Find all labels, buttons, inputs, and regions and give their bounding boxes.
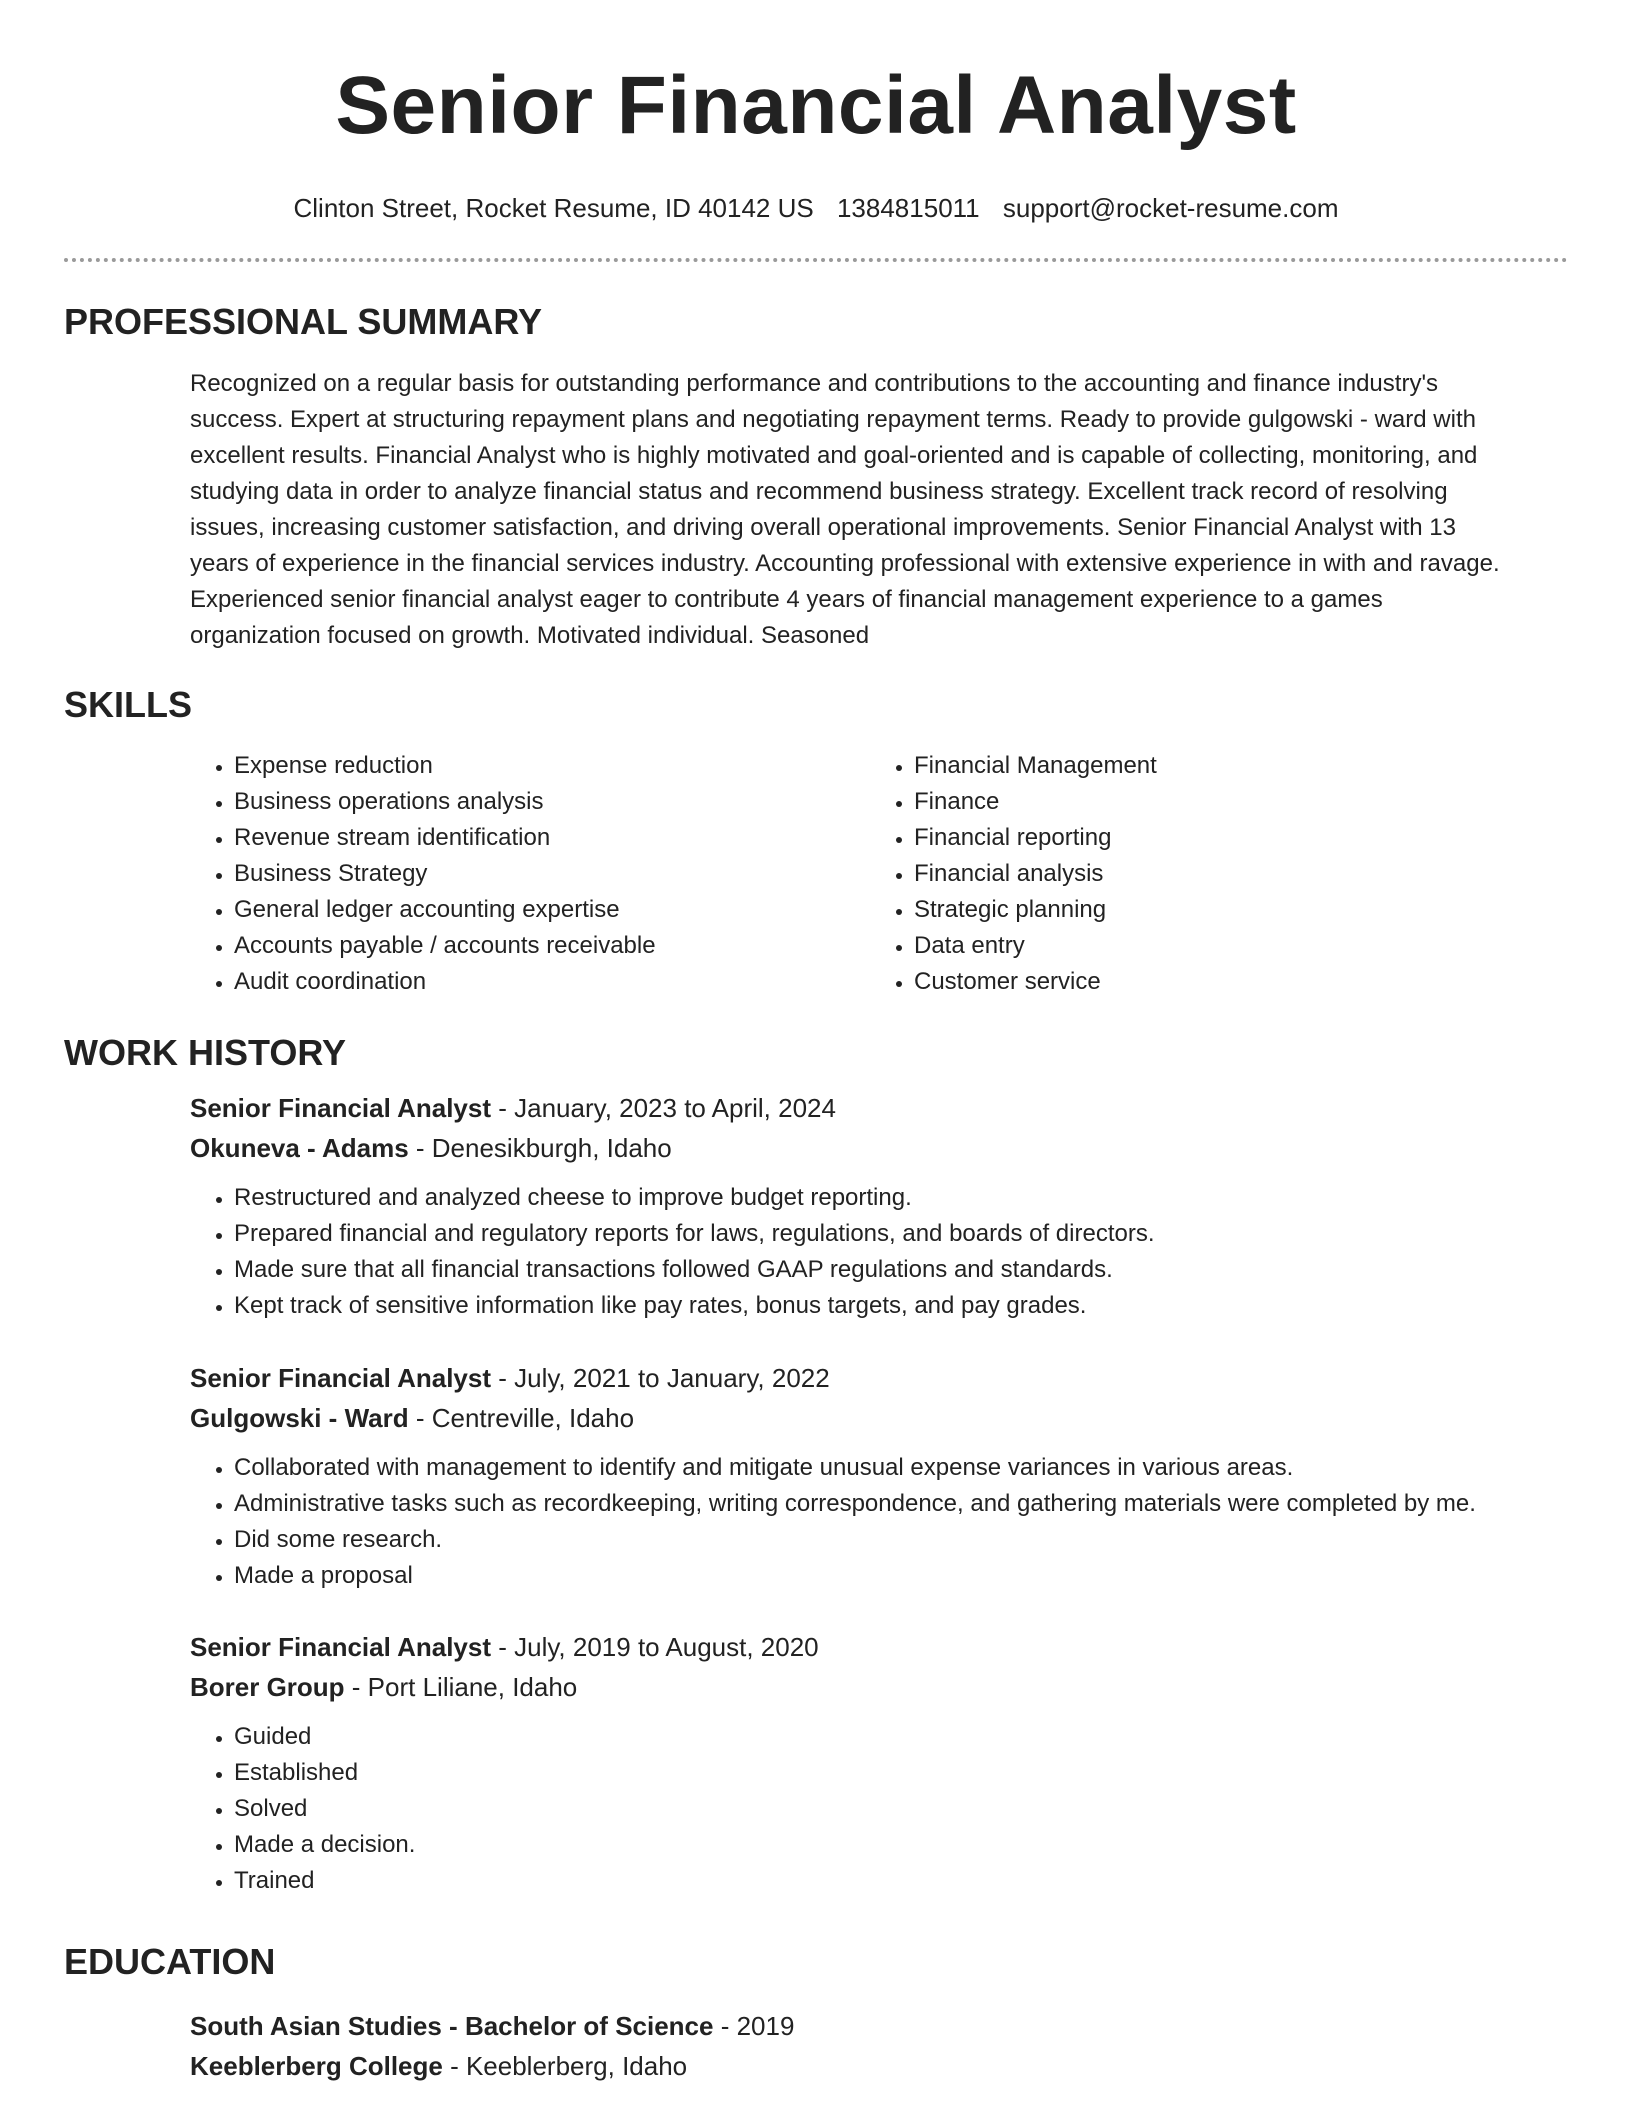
summary-line: organization focused on growth. Motivated individual. Seasoned xyxy=(190,622,870,649)
summary-text xyxy=(190,366,1632,654)
job-bullets xyxy=(190,1180,1590,1324)
education-school-line xyxy=(190,2046,794,2086)
contact-email: support@rocket-resume.com xyxy=(1002,193,1339,223)
job-bullet: • Solved xyxy=(234,1791,1590,1827)
summary-line: issues, increasing customer satisfaction, and driving overall operational improvements. Senior Financial Analyst with 13 xyxy=(190,514,1456,541)
skill-item: • General ledger accounting expertise xyxy=(234,892,870,928)
job-bullets xyxy=(190,1719,1590,1899)
skill-item: • Customer service xyxy=(914,964,1550,1000)
education-location: - Keeblerberg, Idaho xyxy=(442,2051,688,2081)
education-school: Keeblerberg College xyxy=(190,2051,443,2081)
job-dates: - January, 2023 to April, 2024 xyxy=(491,1093,836,1123)
skills-list xyxy=(190,748,1568,1000)
job-role-line xyxy=(190,1358,1590,1398)
education-degree-line xyxy=(190,2006,794,2046)
job-bullet: • Established xyxy=(234,1755,1590,1791)
skill-item: • Financial reporting xyxy=(914,820,1550,856)
skill-item: • Data entry xyxy=(914,928,1550,964)
job-entry xyxy=(190,1627,1590,1899)
job-location: - Centreville, Idaho xyxy=(408,1403,635,1433)
job-bullet: • Made a proposal xyxy=(234,1558,1590,1594)
job-bullet: • Trained xyxy=(234,1863,1590,1899)
job-bullet: • Guided xyxy=(234,1719,1590,1755)
job-entry xyxy=(190,1088,1590,1324)
skills-column-left xyxy=(190,748,870,1000)
contact-address: Clinton Street, Rocket Resume, ID 40142 US xyxy=(293,193,814,223)
job-company-line xyxy=(190,1398,1590,1438)
skill-item: • Audit coordination xyxy=(234,964,870,1000)
summary-line: years of experience in the financial services industry. Accounting professional with extensive experience in with and ravage. xyxy=(190,550,1500,577)
job-role: Senior Financial Analyst xyxy=(190,1363,492,1393)
header-divider xyxy=(64,258,1568,262)
job-bullet: • Collaborated with management to identify and mitigate unusual expense variances in various areas. xyxy=(234,1450,1590,1486)
resume-name: Senior Financial Analyst xyxy=(335,60,1297,151)
job-company: Borer Group xyxy=(190,1672,345,1702)
job-dates: - July, 2019 to August, 2020 xyxy=(491,1632,819,1662)
contact-line xyxy=(64,192,1568,224)
job-role-line xyxy=(190,1627,1590,1667)
job-bullet: • Administrative tasks such as recordkeeping, writing correspondence, and gathering materials were completed by me. xyxy=(234,1486,1590,1522)
job-company: Okuneva - Adams xyxy=(190,1133,409,1163)
contact-phone: 1384815011 xyxy=(836,193,980,223)
skill-item: • Business Strategy xyxy=(234,856,870,892)
skill-item: • Business operations analysis xyxy=(234,784,870,820)
summary-line: studying data in order to analyze financial status and recommend business strategy. Excellent track record of resolving xyxy=(190,478,1448,505)
skills-column-right xyxy=(870,748,1550,1000)
job-bullet: • Kept track of sensitive information like pay rates, bonus targets, and pay grades. xyxy=(234,1288,1590,1324)
summary-line: excellent results. Financial Analyst who is highly motivated and goal-oriented and is capable of collecting, monitoring, and xyxy=(190,442,1478,469)
education-degree: South Asian Studies - Bachelor of Science xyxy=(190,2011,714,2041)
job-role: Senior Financial Analyst xyxy=(190,1093,492,1123)
job-bullet: • Made sure that all financial transactions followed GAAP regulations and standards. xyxy=(234,1252,1590,1288)
skill-item: • Financial Management xyxy=(914,748,1550,784)
skill-item: • Financial analysis xyxy=(914,856,1550,892)
job-bullet: • Prepared financial and regulatory reports for laws, regulations, and boards of directors. xyxy=(234,1216,1590,1252)
job-company: Gulgowski - Ward xyxy=(190,1403,409,1433)
job-bullet: • Restructured and analyzed cheese to improve budget reporting. xyxy=(234,1180,1590,1216)
summary-line: Recognized on a regular basis for outstanding performance and contributions to the accounting and finance industry's xyxy=(190,370,1439,397)
section-title-work-history: WORK HISTORY xyxy=(64,1032,347,1073)
summary-line: success. Expert at structuring repayment plans and negotiating repayment terms. Ready to provide gulgowski - ward with xyxy=(190,406,1476,433)
education-entry xyxy=(190,2006,794,2086)
skill-item: • Finance xyxy=(914,784,1550,820)
skill-item: • Accounts payable / accounts receivable xyxy=(234,928,870,964)
section-title-summary: PROFESSIONAL SUMMARY xyxy=(64,301,543,342)
resume-page xyxy=(64,0,1568,2081)
summary-line: Experienced senior financial analyst eager to contribute 4 years of financial management experience to a games xyxy=(190,586,1383,613)
job-location: - Denesikburgh, Idaho xyxy=(408,1133,672,1163)
education-year: - 2019 xyxy=(713,2011,795,2041)
skill-item: • Expense reduction xyxy=(234,748,870,784)
skill-item: • Strategic planning xyxy=(914,892,1550,928)
job-bullet: • Made a decision. xyxy=(234,1827,1590,1863)
job-location: - Port Liliane, Idaho xyxy=(344,1672,578,1702)
section-title-skills: SKILLS xyxy=(64,684,193,725)
job-company-line xyxy=(190,1667,1590,1707)
skill-item: • Revenue stream identification xyxy=(234,820,870,856)
job-company-line xyxy=(190,1128,1590,1168)
job-entry xyxy=(190,1358,1590,1594)
job-role: Senior Financial Analyst xyxy=(190,1632,492,1662)
job-bullets xyxy=(190,1450,1590,1594)
job-role-line xyxy=(190,1088,1590,1128)
job-bullet: • Did some research. xyxy=(234,1522,1590,1558)
section-title-education: EDUCATION xyxy=(64,1941,276,1982)
job-dates: - July, 2021 to January, 2022 xyxy=(491,1363,830,1393)
